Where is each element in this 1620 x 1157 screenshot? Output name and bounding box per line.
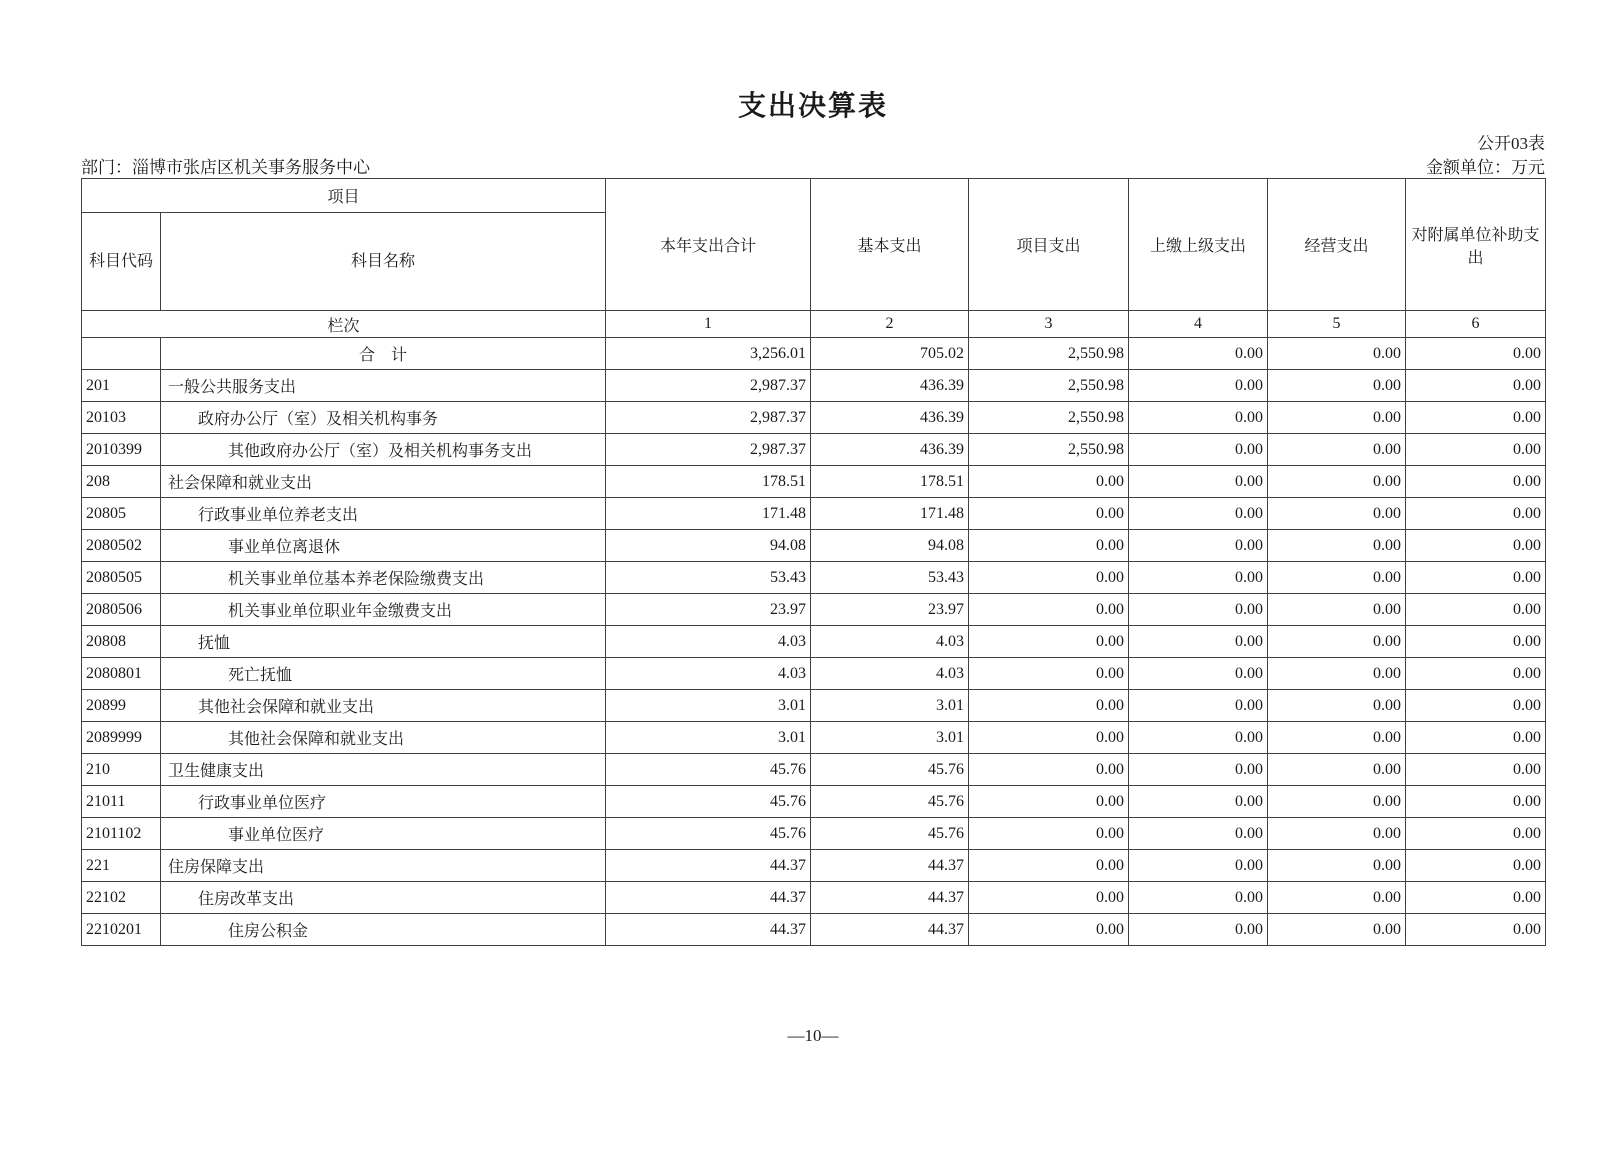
value-cell: 4.03 — [811, 658, 969, 690]
header-colnum-4: 4 — [1129, 311, 1268, 338]
value-cell: 0.00 — [1129, 690, 1268, 722]
value-cell: 0.00 — [1129, 850, 1268, 882]
value-cell: 45.76 — [811, 818, 969, 850]
value-cell: 3.01 — [811, 690, 969, 722]
table-row — [82, 370, 1546, 402]
table-row — [82, 754, 1546, 786]
value-cell: 436.39 — [811, 434, 969, 466]
value-cell: 0.00 — [1406, 466, 1546, 498]
value-cell: 0.00 — [1268, 658, 1406, 690]
header-col-total: 本年支出合计 — [606, 179, 811, 311]
page-number: —10— — [787, 1026, 839, 1045]
unit-label: 金额单位：万元 — [1426, 158, 1545, 177]
value-cell: 0.00 — [1406, 562, 1546, 594]
table-row — [82, 914, 1546, 946]
value-cell: 0.00 — [1268, 786, 1406, 818]
table-row — [82, 818, 1546, 850]
header-colnum-3: 3 — [969, 311, 1129, 338]
value-cell: 0.00 — [1129, 402, 1268, 434]
value-cell: 0.00 — [1406, 786, 1546, 818]
value-cell: 3.01 — [811, 722, 969, 754]
value-cell: 0.00 — [1129, 594, 1268, 626]
value-cell: 0.00 — [1129, 882, 1268, 914]
header-colnum-5: 5 — [1268, 311, 1406, 338]
value-cell: 0.00 — [1129, 498, 1268, 530]
value-cell: 44.37 — [811, 914, 969, 946]
value-cell: 44.37 — [606, 850, 811, 882]
value-cell: 0.00 — [1406, 498, 1546, 530]
value-cell: 0.00 — [1406, 722, 1546, 754]
table-row — [82, 434, 1546, 466]
value-cell: 44.37 — [606, 882, 811, 914]
subject-name-cell: 行政事业单位养老支出 — [161, 498, 606, 530]
table-row — [82, 338, 1546, 370]
subject-name-cell: 住房公积金 — [161, 914, 606, 946]
value-cell: 0.00 — [969, 466, 1129, 498]
subject-code-cell: 201 — [82, 370, 161, 402]
header-colnum-6: 6 — [1406, 311, 1546, 338]
value-cell: 0.00 — [1268, 690, 1406, 722]
value-cell: 0.00 — [1129, 370, 1268, 402]
value-cell: 0.00 — [1129, 658, 1268, 690]
value-cell: 0.00 — [1268, 402, 1406, 434]
subject-name-cell: 行政事业单位医疗 — [161, 786, 606, 818]
value-cell: 171.48 — [606, 498, 811, 530]
subject-code-cell: 20805 — [82, 498, 161, 530]
value-cell: 0.00 — [1406, 370, 1546, 402]
value-cell: 0.00 — [1268, 562, 1406, 594]
subject-name-cell: 死亡抚恤 — [161, 658, 606, 690]
value-cell: 705.02 — [811, 338, 969, 370]
subject-code-cell: 208 — [82, 466, 161, 498]
value-cell: 0.00 — [1129, 786, 1268, 818]
subject-name-cell: 卫生健康支出 — [161, 754, 606, 786]
value-cell: 0.00 — [969, 818, 1129, 850]
value-cell: 0.00 — [969, 626, 1129, 658]
value-cell: 3.01 — [606, 722, 811, 754]
subject-code-cell: 20899 — [82, 690, 161, 722]
subject-code-cell: 2210201 — [82, 914, 161, 946]
value-cell: 2,550.98 — [969, 434, 1129, 466]
value-cell: 0.00 — [1406, 690, 1546, 722]
value-cell: 0.00 — [1129, 562, 1268, 594]
value-cell: 0.00 — [1268, 594, 1406, 626]
table-code-label: 公开03表 — [1477, 134, 1545, 153]
value-cell: 0.00 — [1406, 434, 1546, 466]
value-cell: 45.76 — [811, 754, 969, 786]
table-row — [82, 402, 1546, 434]
header-row-project — [82, 179, 1546, 213]
subject-code-cell: 2010399 — [82, 434, 161, 466]
table-row — [82, 882, 1546, 914]
value-cell: 0.00 — [1129, 722, 1268, 754]
subject-name-cell: 其他社会保障和就业支出 — [161, 722, 606, 754]
subject-code-cell: 2080801 — [82, 658, 161, 690]
subject-name-cell: 抚恤 — [161, 626, 606, 658]
value-cell: 0.00 — [1268, 466, 1406, 498]
value-cell: 0.00 — [1129, 626, 1268, 658]
value-cell: 0.00 — [1406, 850, 1546, 882]
value-cell: 0.00 — [1406, 882, 1546, 914]
value-cell: 2,987.37 — [606, 370, 811, 402]
value-cell: 0.00 — [969, 850, 1129, 882]
value-cell: 53.43 — [606, 562, 811, 594]
value-cell: 436.39 — [811, 402, 969, 434]
subject-code-cell: 21011 — [82, 786, 161, 818]
value-cell: 23.97 — [811, 594, 969, 626]
value-cell: 94.08 — [811, 530, 969, 562]
table-row — [82, 690, 1546, 722]
header-subject-code: 科目代码 — [82, 213, 161, 311]
page-title: 支出决算表 — [737, 90, 888, 121]
value-cell: 94.08 — [606, 530, 811, 562]
header-col-operating: 经营支出 — [1268, 179, 1406, 311]
value-cell: 0.00 — [969, 530, 1129, 562]
value-cell: 0.00 — [969, 562, 1129, 594]
value-cell: 0.00 — [1268, 370, 1406, 402]
value-cell: 0.00 — [1268, 498, 1406, 530]
value-cell: 4.03 — [606, 626, 811, 658]
table-row — [82, 594, 1546, 626]
value-cell: 0.00 — [1268, 754, 1406, 786]
value-cell: 0.00 — [1129, 818, 1268, 850]
subject-name-cell: 住房保障支出 — [161, 850, 606, 882]
value-cell: 4.03 — [811, 626, 969, 658]
subject-code-cell — [82, 338, 161, 370]
value-cell: 0.00 — [969, 690, 1129, 722]
subject-name-cell: 事业单位离退休 — [161, 530, 606, 562]
value-cell: 23.97 — [606, 594, 811, 626]
value-cell: 0.00 — [1268, 338, 1406, 370]
header-col-basic: 基本支出 — [811, 179, 969, 311]
subject-code-cell: 2080505 — [82, 562, 161, 594]
table-row — [82, 626, 1546, 658]
value-cell: 0.00 — [1406, 338, 1546, 370]
value-cell: 0.00 — [969, 658, 1129, 690]
value-cell: 45.76 — [606, 818, 811, 850]
header-subject-name: 科目名称 — [161, 213, 606, 311]
subject-name-cell: 其他政府办公厅（室）及相关机构事务支出 — [161, 434, 606, 466]
table-row — [82, 850, 1546, 882]
subject-name-cell: 一般公共服务支出 — [161, 370, 606, 402]
header-col-project-exp: 项目支出 — [969, 179, 1129, 311]
value-cell: 0.00 — [969, 786, 1129, 818]
value-cell: 0.00 — [1406, 594, 1546, 626]
subject-name-cell: 社会保障和就业支出 — [161, 466, 606, 498]
subject-code-cell: 20808 — [82, 626, 161, 658]
header-project: 项目 — [82, 179, 606, 213]
value-cell: 178.51 — [811, 466, 969, 498]
subject-name-cell: 其他社会保障和就业支出 — [161, 690, 606, 722]
value-cell: 0.00 — [1268, 882, 1406, 914]
subject-name-cell: 政府办公厅（室）及相关机构事务 — [161, 402, 606, 434]
value-cell: 0.00 — [969, 594, 1129, 626]
value-cell: 44.37 — [606, 914, 811, 946]
value-cell: 0.00 — [969, 498, 1129, 530]
header-lanci: 栏次 — [82, 311, 606, 338]
value-cell: 171.48 — [811, 498, 969, 530]
table-row — [82, 562, 1546, 594]
value-cell: 0.00 — [1406, 914, 1546, 946]
value-cell: 0.00 — [969, 882, 1129, 914]
subject-code-cell: 221 — [82, 850, 161, 882]
value-cell: 0.00 — [1268, 850, 1406, 882]
value-cell: 45.76 — [606, 754, 811, 786]
subject-name-cell: 机关事业单位职业年金缴费支出 — [161, 594, 606, 626]
value-cell: 45.76 — [811, 786, 969, 818]
table-row — [82, 530, 1546, 562]
value-cell: 2,550.98 — [969, 402, 1129, 434]
header-colnum-2: 2 — [811, 311, 969, 338]
value-cell: 53.43 — [811, 562, 969, 594]
header-col-upper: 上缴上级支出 — [1129, 179, 1268, 311]
value-cell: 0.00 — [969, 754, 1129, 786]
value-cell: 3,256.01 — [606, 338, 811, 370]
value-cell: 0.00 — [1406, 658, 1546, 690]
header-colnum-1: 1 — [606, 311, 811, 338]
subject-code-cell: 20103 — [82, 402, 161, 434]
table-row — [82, 722, 1546, 754]
subject-name-cell: 住房改革支出 — [161, 882, 606, 914]
header-row-column-numbers — [82, 311, 1546, 338]
value-cell: 0.00 — [1129, 914, 1268, 946]
value-cell: 0.00 — [1406, 402, 1546, 434]
value-cell: 4.03 — [606, 658, 811, 690]
header-col-subsidy: 对附属单位补助支出 — [1406, 179, 1546, 311]
value-cell: 2,987.37 — [606, 402, 811, 434]
value-cell: 44.37 — [811, 882, 969, 914]
subject-name-cell: 事业单位医疗 — [161, 818, 606, 850]
table-row — [82, 498, 1546, 530]
value-cell: 3.01 — [606, 690, 811, 722]
value-cell: 0.00 — [1129, 754, 1268, 786]
subject-name-cell: 机关事业单位基本养老保险缴费支出 — [161, 562, 606, 594]
value-cell: 0.00 — [1268, 722, 1406, 754]
table-row — [82, 466, 1546, 498]
subject-code-cell: 2080506 — [82, 594, 161, 626]
subject-code-cell: 2089999 — [82, 722, 161, 754]
department-label: 部门：淄博市张店区机关事务服务中心 — [81, 158, 370, 177]
value-cell: 0.00 — [969, 722, 1129, 754]
value-cell: 0.00 — [1406, 754, 1546, 786]
value-cell: 0.00 — [1406, 626, 1546, 658]
value-cell: 44.37 — [811, 850, 969, 882]
subject-code-cell: 22102 — [82, 882, 161, 914]
value-cell: 0.00 — [1129, 338, 1268, 370]
value-cell: 2,550.98 — [969, 338, 1129, 370]
value-cell: 0.00 — [1268, 818, 1406, 850]
subject-code-cell: 2080502 — [82, 530, 161, 562]
value-cell: 2,550.98 — [969, 370, 1129, 402]
value-cell: 0.00 — [1129, 434, 1268, 466]
subject-code-cell: 210 — [82, 754, 161, 786]
table-meta-row — [81, 153, 1545, 178]
value-cell: 0.00 — [1406, 818, 1546, 850]
value-cell: 0.00 — [1129, 530, 1268, 562]
value-cell: 0.00 — [1268, 434, 1406, 466]
value-cell: 0.00 — [969, 914, 1129, 946]
value-cell: 0.00 — [1129, 466, 1268, 498]
value-cell: 178.51 — [606, 466, 811, 498]
table-row — [82, 786, 1546, 818]
value-cell: 0.00 — [1268, 530, 1406, 562]
expenditure-table — [81, 178, 1546, 946]
value-cell: 2,987.37 — [606, 434, 811, 466]
table-row — [82, 658, 1546, 690]
value-cell: 0.00 — [1406, 530, 1546, 562]
value-cell: 0.00 — [1268, 626, 1406, 658]
value-cell: 0.00 — [1268, 914, 1406, 946]
value-cell: 45.76 — [606, 786, 811, 818]
subject-name-cell: 合 计 — [161, 338, 606, 370]
value-cell: 436.39 — [811, 370, 969, 402]
subject-code-cell: 2101102 — [82, 818, 161, 850]
